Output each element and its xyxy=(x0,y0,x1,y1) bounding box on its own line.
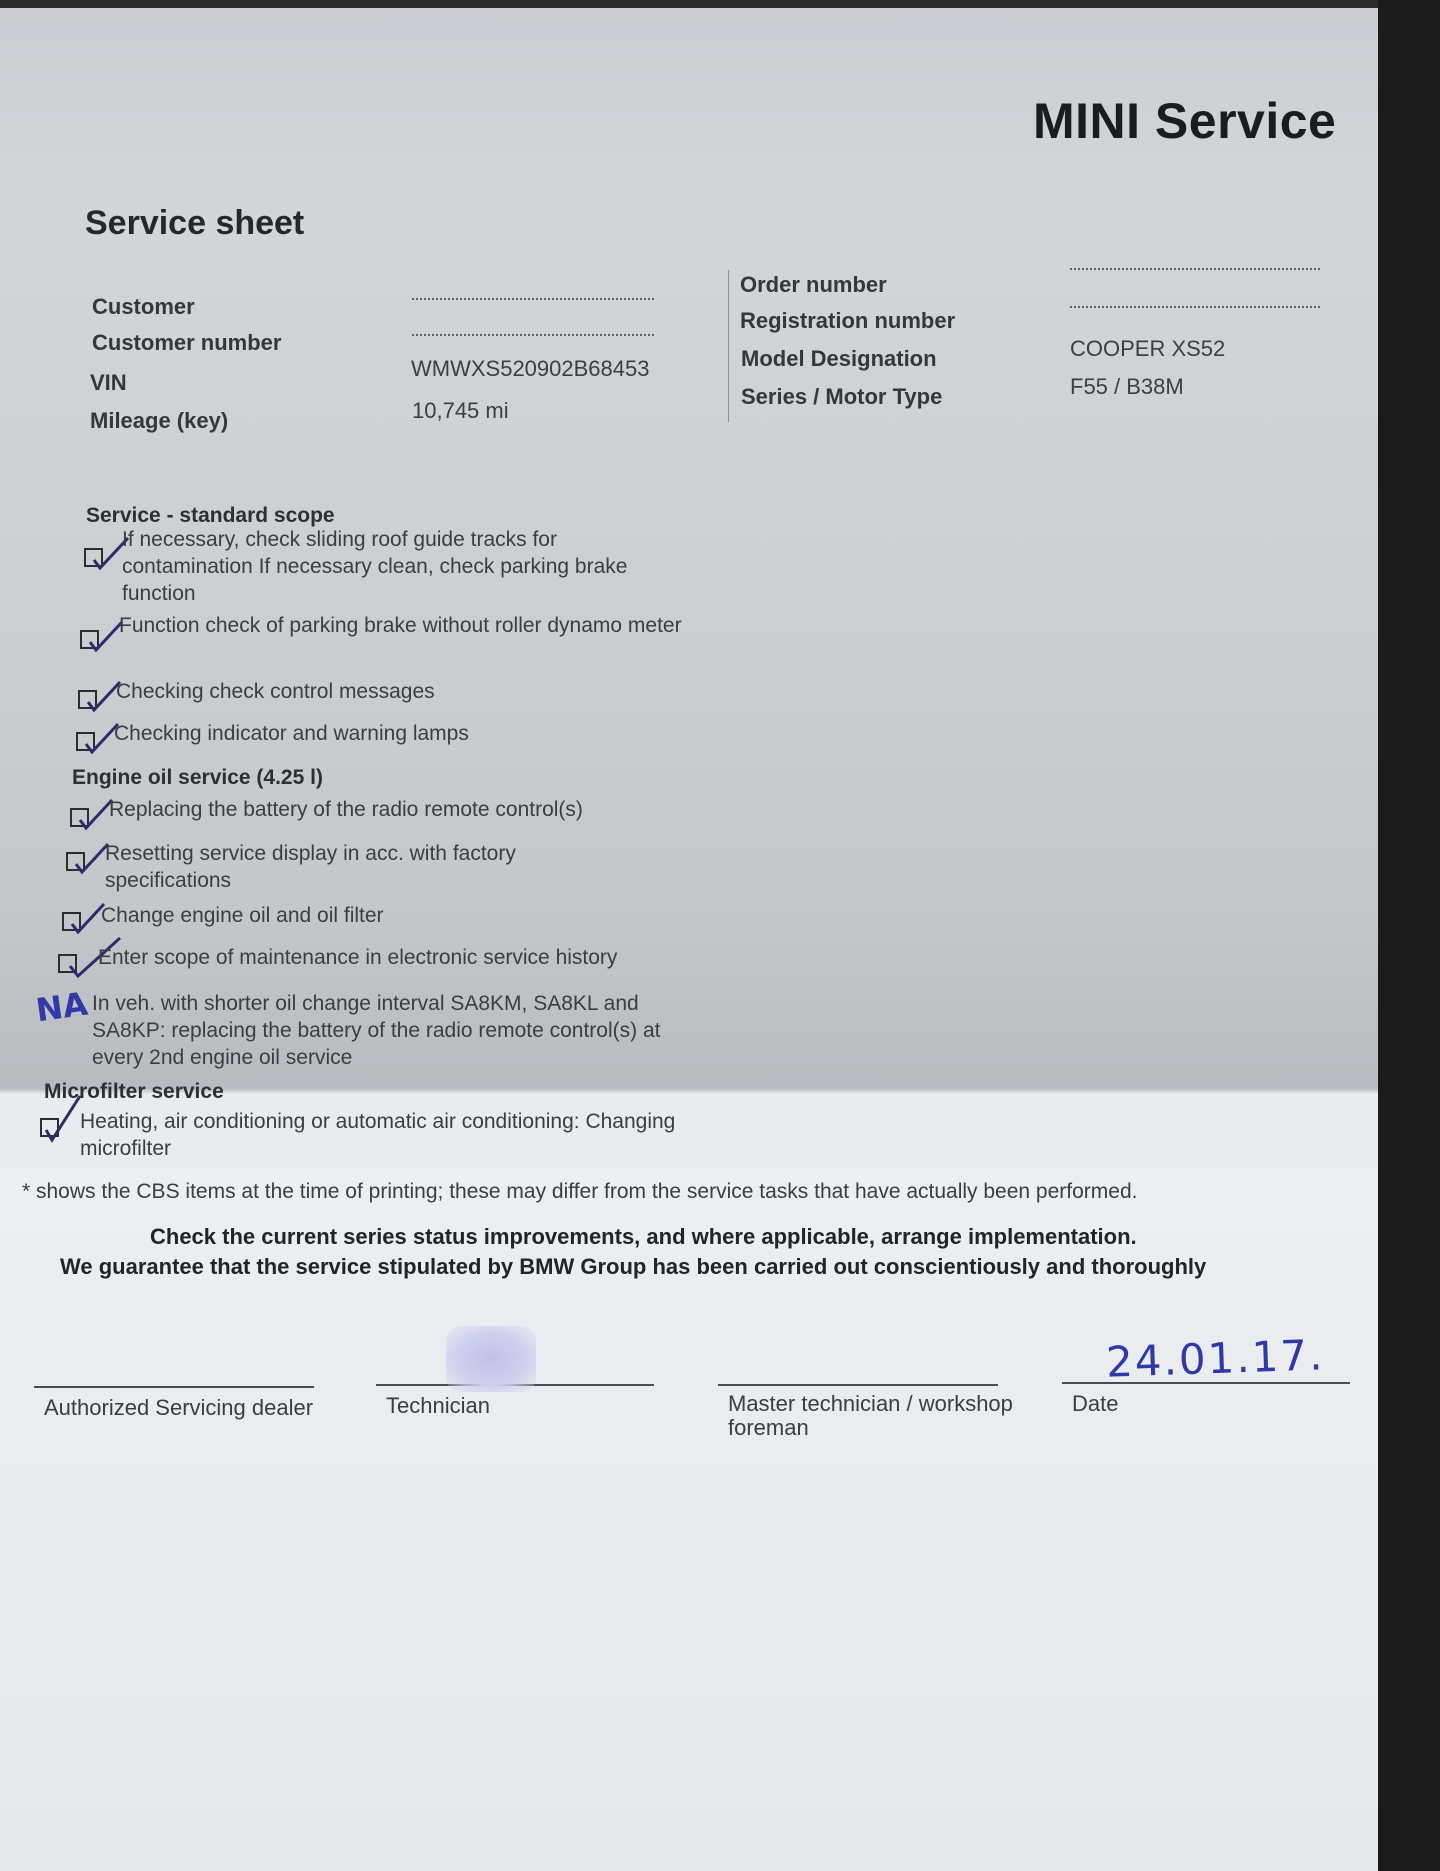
series-motor-type-value: F55 / B38M xyxy=(1070,374,1184,399)
page-title: Service sheet xyxy=(85,204,305,242)
dark-background-edge xyxy=(1378,0,1440,1871)
oil-item-1: Replacing the battery of the radio remote control(s) xyxy=(109,798,583,821)
mileage-value: 10,745 mi xyxy=(412,398,509,423)
standard-item-1: If necessary, check sliding roof guide tracks for contamination If necessary clean, check parking brake function xyxy=(122,528,628,605)
section-microfilter-title: Microfilter service xyxy=(44,1080,224,1103)
na-handwritten-mark: NA xyxy=(33,984,90,1030)
customer-number-blank xyxy=(412,334,654,336)
section-engine-oil-title: Engine oil service (4.25 l) xyxy=(72,766,323,789)
customer-number-label: Customer number xyxy=(92,330,282,355)
technician-signature-label: Technician xyxy=(386,1393,490,1418)
oil-item-5: In veh. with shorter oil change interval SA8KM, SA8KL and SA8KP: replacing the battery of the radio remote control(s) at every 2nd engine oil service xyxy=(92,992,661,1069)
top-edge xyxy=(0,0,1440,8)
vin-value: WMWXS520902B68453 xyxy=(411,356,650,381)
customer-label: Customer xyxy=(92,294,195,319)
redacted-signature-blur xyxy=(446,1326,536,1392)
oil-item-2: Resetting service display in acc. with factory specifications xyxy=(105,842,516,892)
notice-series-status: Check the current series status improvements, and where applicable, arrange implementation. xyxy=(150,1224,1137,1249)
service-sheet-page xyxy=(0,8,1378,1871)
dealer-signature-line xyxy=(34,1386,314,1388)
model-designation-label: Model Designation xyxy=(741,346,937,371)
vin-label: VIN xyxy=(90,370,127,395)
order-number-label: Order number xyxy=(740,272,887,297)
series-motor-type-label: Series / Motor Type xyxy=(741,384,943,409)
handwritten-date: 24.01.17. xyxy=(1105,1330,1326,1387)
date-label: Date xyxy=(1072,1391,1119,1416)
order-number-blank xyxy=(1070,268,1320,270)
standard-item-2: Function check of parking brake without roller dynamo meter xyxy=(119,614,682,637)
oil-item-4: Enter scope of maintenance in electronic service history xyxy=(98,946,618,969)
standard-item-4: Checking indicator and warning lamps xyxy=(114,722,469,745)
section-standard-scope-title: Service - standard scope xyxy=(86,504,335,527)
registration-number-label: Registration number xyxy=(740,308,956,333)
dealer-signature-label: Authorized Servicing dealer xyxy=(44,1395,314,1420)
oil-item-3: Change engine oil and oil filter xyxy=(101,904,384,927)
customer-blank xyxy=(412,298,654,300)
foreman-signature-label: Master technician / workshop foreman xyxy=(728,1391,1013,1440)
info-column-divider xyxy=(728,270,729,422)
registration-number-blank xyxy=(1070,306,1320,308)
standard-item-3: Checking check control messages xyxy=(116,680,435,703)
notice-guarantee: We guarantee that the service stipulated by BMW Group has been carried out conscientiously and thoroughly xyxy=(60,1254,1207,1279)
mileage-label: Mileage (key) xyxy=(90,408,229,433)
cbs-footnote: * shows the CBS items at the time of printing; these may differ from the service tasks that have actually been performed. xyxy=(22,1180,1138,1203)
model-designation-value: COOPER XS52 xyxy=(1070,336,1226,361)
microfilter-item-1: Heating, air conditioning or automatic air conditioning: Changing microfilter xyxy=(80,1110,676,1160)
brand-logo-text: MINI Service xyxy=(1033,93,1337,149)
foreman-signature-line xyxy=(718,1384,998,1386)
